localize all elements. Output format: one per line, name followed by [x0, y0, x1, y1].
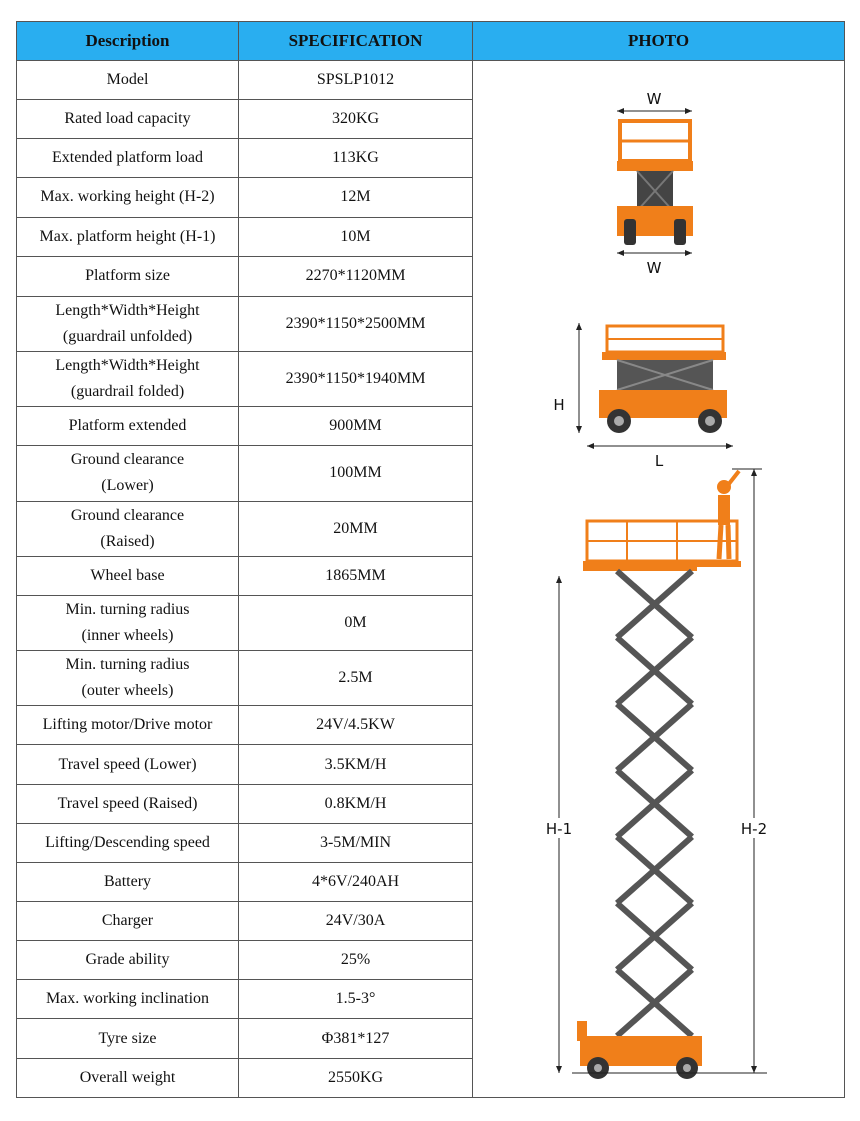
description-line: Platform extended [68, 417, 187, 435]
description-line: Grade ability [85, 951, 170, 969]
header-photo: PHOTO [473, 22, 845, 61]
spec-table [16, 21, 845, 1098]
spec-value-cell: 2.5M [239, 651, 473, 706]
front-view-illustration [617, 90, 693, 277]
description-line: Ground clearance [70, 451, 185, 469]
spec-value-cell: 100MM [239, 446, 473, 501]
description-line: Model [106, 71, 149, 89]
description-line: Lifting/Descending speed [45, 833, 210, 851]
spec-value-cell: 320KG [239, 100, 473, 139]
description-line: Min. turning radius [65, 601, 190, 619]
spec-description-cell [17, 784, 239, 823]
height-label: H [553, 396, 565, 414]
length-label: L [654, 452, 664, 470]
spec-value-cell: 10M [239, 217, 473, 256]
description-line: (Lower) [101, 477, 154, 495]
scissor-lift-drawing [477, 61, 849, 1097]
spec-value-cell: 113KG [239, 139, 473, 178]
description-line: (guardrail unfolded) [62, 327, 193, 345]
description-line: Platform size [85, 267, 170, 285]
spec-description-cell [17, 980, 239, 1019]
description-line: Travel speed (Lower) [58, 755, 197, 773]
description-line: Wheel base [90, 566, 165, 584]
spec-description-cell [17, 862, 239, 901]
description-line: (outer wheels) [81, 682, 174, 700]
description-line: Charger [101, 912, 154, 930]
spec-value-cell: 20MM [239, 501, 473, 556]
spec-value-cell: 900MM [239, 407, 473, 446]
spec-description-cell [17, 296, 239, 351]
spec-description-cell [17, 745, 239, 784]
spec-description-cell [17, 139, 239, 178]
description-line: Length*Width*Height [55, 301, 200, 319]
table-row [17, 61, 845, 100]
description-line: Extended platform load [51, 149, 204, 167]
spec-description-cell [17, 178, 239, 217]
spec-description-cell [17, 1019, 239, 1058]
spec-description-cell [17, 217, 239, 256]
description-line: Battery [103, 872, 152, 890]
description-line: Rated load capacity [64, 110, 191, 128]
spec-value-cell: 1865MM [239, 556, 473, 595]
spec-value-cell: Φ381*127 [239, 1019, 473, 1058]
spec-value-cell: 2390*1150*2500MM [239, 296, 473, 351]
spec-value-cell: 12M [239, 178, 473, 217]
description-line: Max. working inclination [45, 990, 210, 1008]
spec-description-cell [17, 501, 239, 556]
spec-value-cell: 24V/30A [239, 902, 473, 941]
spec-description-cell [17, 556, 239, 595]
h2-label: H-2 [740, 820, 768, 838]
description-line: Max. platform height (H-1) [39, 227, 216, 245]
spec-value-cell: 24V/4.5KW [239, 706, 473, 745]
table-header-row [17, 22, 845, 61]
spec-description-cell [17, 446, 239, 501]
width-label-bottom: W [646, 259, 662, 277]
description-line: Travel speed (Raised) [57, 794, 198, 812]
description-line: Ground clearance [70, 506, 185, 524]
spec-description-cell [17, 1058, 239, 1097]
spec-description-cell [17, 651, 239, 706]
spec-value-cell: 25% [239, 941, 473, 980]
spec-value-cell: 4*6V/240AH [239, 862, 473, 901]
header-specification: SPECIFICATION [239, 22, 473, 61]
spec-value-cell: SPSLP1012 [239, 61, 473, 100]
spec-description-cell [17, 902, 239, 941]
description-line: (Raised) [100, 532, 155, 550]
spec-value-cell: 3.5KM/H [239, 745, 473, 784]
spec-value-cell: 0.8KM/H [239, 784, 473, 823]
spec-description-cell [17, 100, 239, 139]
spec-description-cell [17, 352, 239, 407]
description-line: Lifting motor/Drive motor [42, 716, 213, 734]
description-line: Length*Width*Height [55, 357, 200, 375]
spec-value-cell: 1.5-3° [239, 980, 473, 1019]
scissor-arms [617, 571, 692, 1036]
spec-description-cell [17, 941, 239, 980]
spec-description-cell [17, 256, 239, 296]
spec-value-cell: 2270*1120MM [239, 256, 473, 296]
spec-description-cell [17, 706, 239, 745]
spec-value-cell: 0M [239, 595, 473, 650]
description-line: Max. working height (H-2) [40, 188, 215, 206]
width-label-top: W [646, 90, 662, 108]
side-view-illustration [553, 323, 733, 470]
photo-cell [473, 61, 845, 1098]
spec-value-cell: 2390*1150*1940MM [239, 352, 473, 407]
spec-value-cell: 2550KG [239, 1058, 473, 1097]
extended-view-illustration [537, 469, 776, 1079]
h1-label: H-1 [545, 820, 573, 838]
spec-description-cell [17, 61, 239, 100]
machine-diagrams [477, 61, 849, 1097]
spec-description-cell [17, 595, 239, 650]
spec-description-cell [17, 407, 239, 446]
description-line: Overall weight [79, 1068, 176, 1086]
description-line: Tyre size [98, 1029, 157, 1047]
description-line: (guardrail folded) [70, 383, 185, 401]
spec-value-cell: 3-5M/MIN [239, 823, 473, 862]
description-line: (inner wheels) [81, 627, 174, 645]
description-line: Min. turning radius [65, 656, 190, 674]
header-description: Description [17, 22, 239, 61]
spec-description-cell [17, 823, 239, 862]
